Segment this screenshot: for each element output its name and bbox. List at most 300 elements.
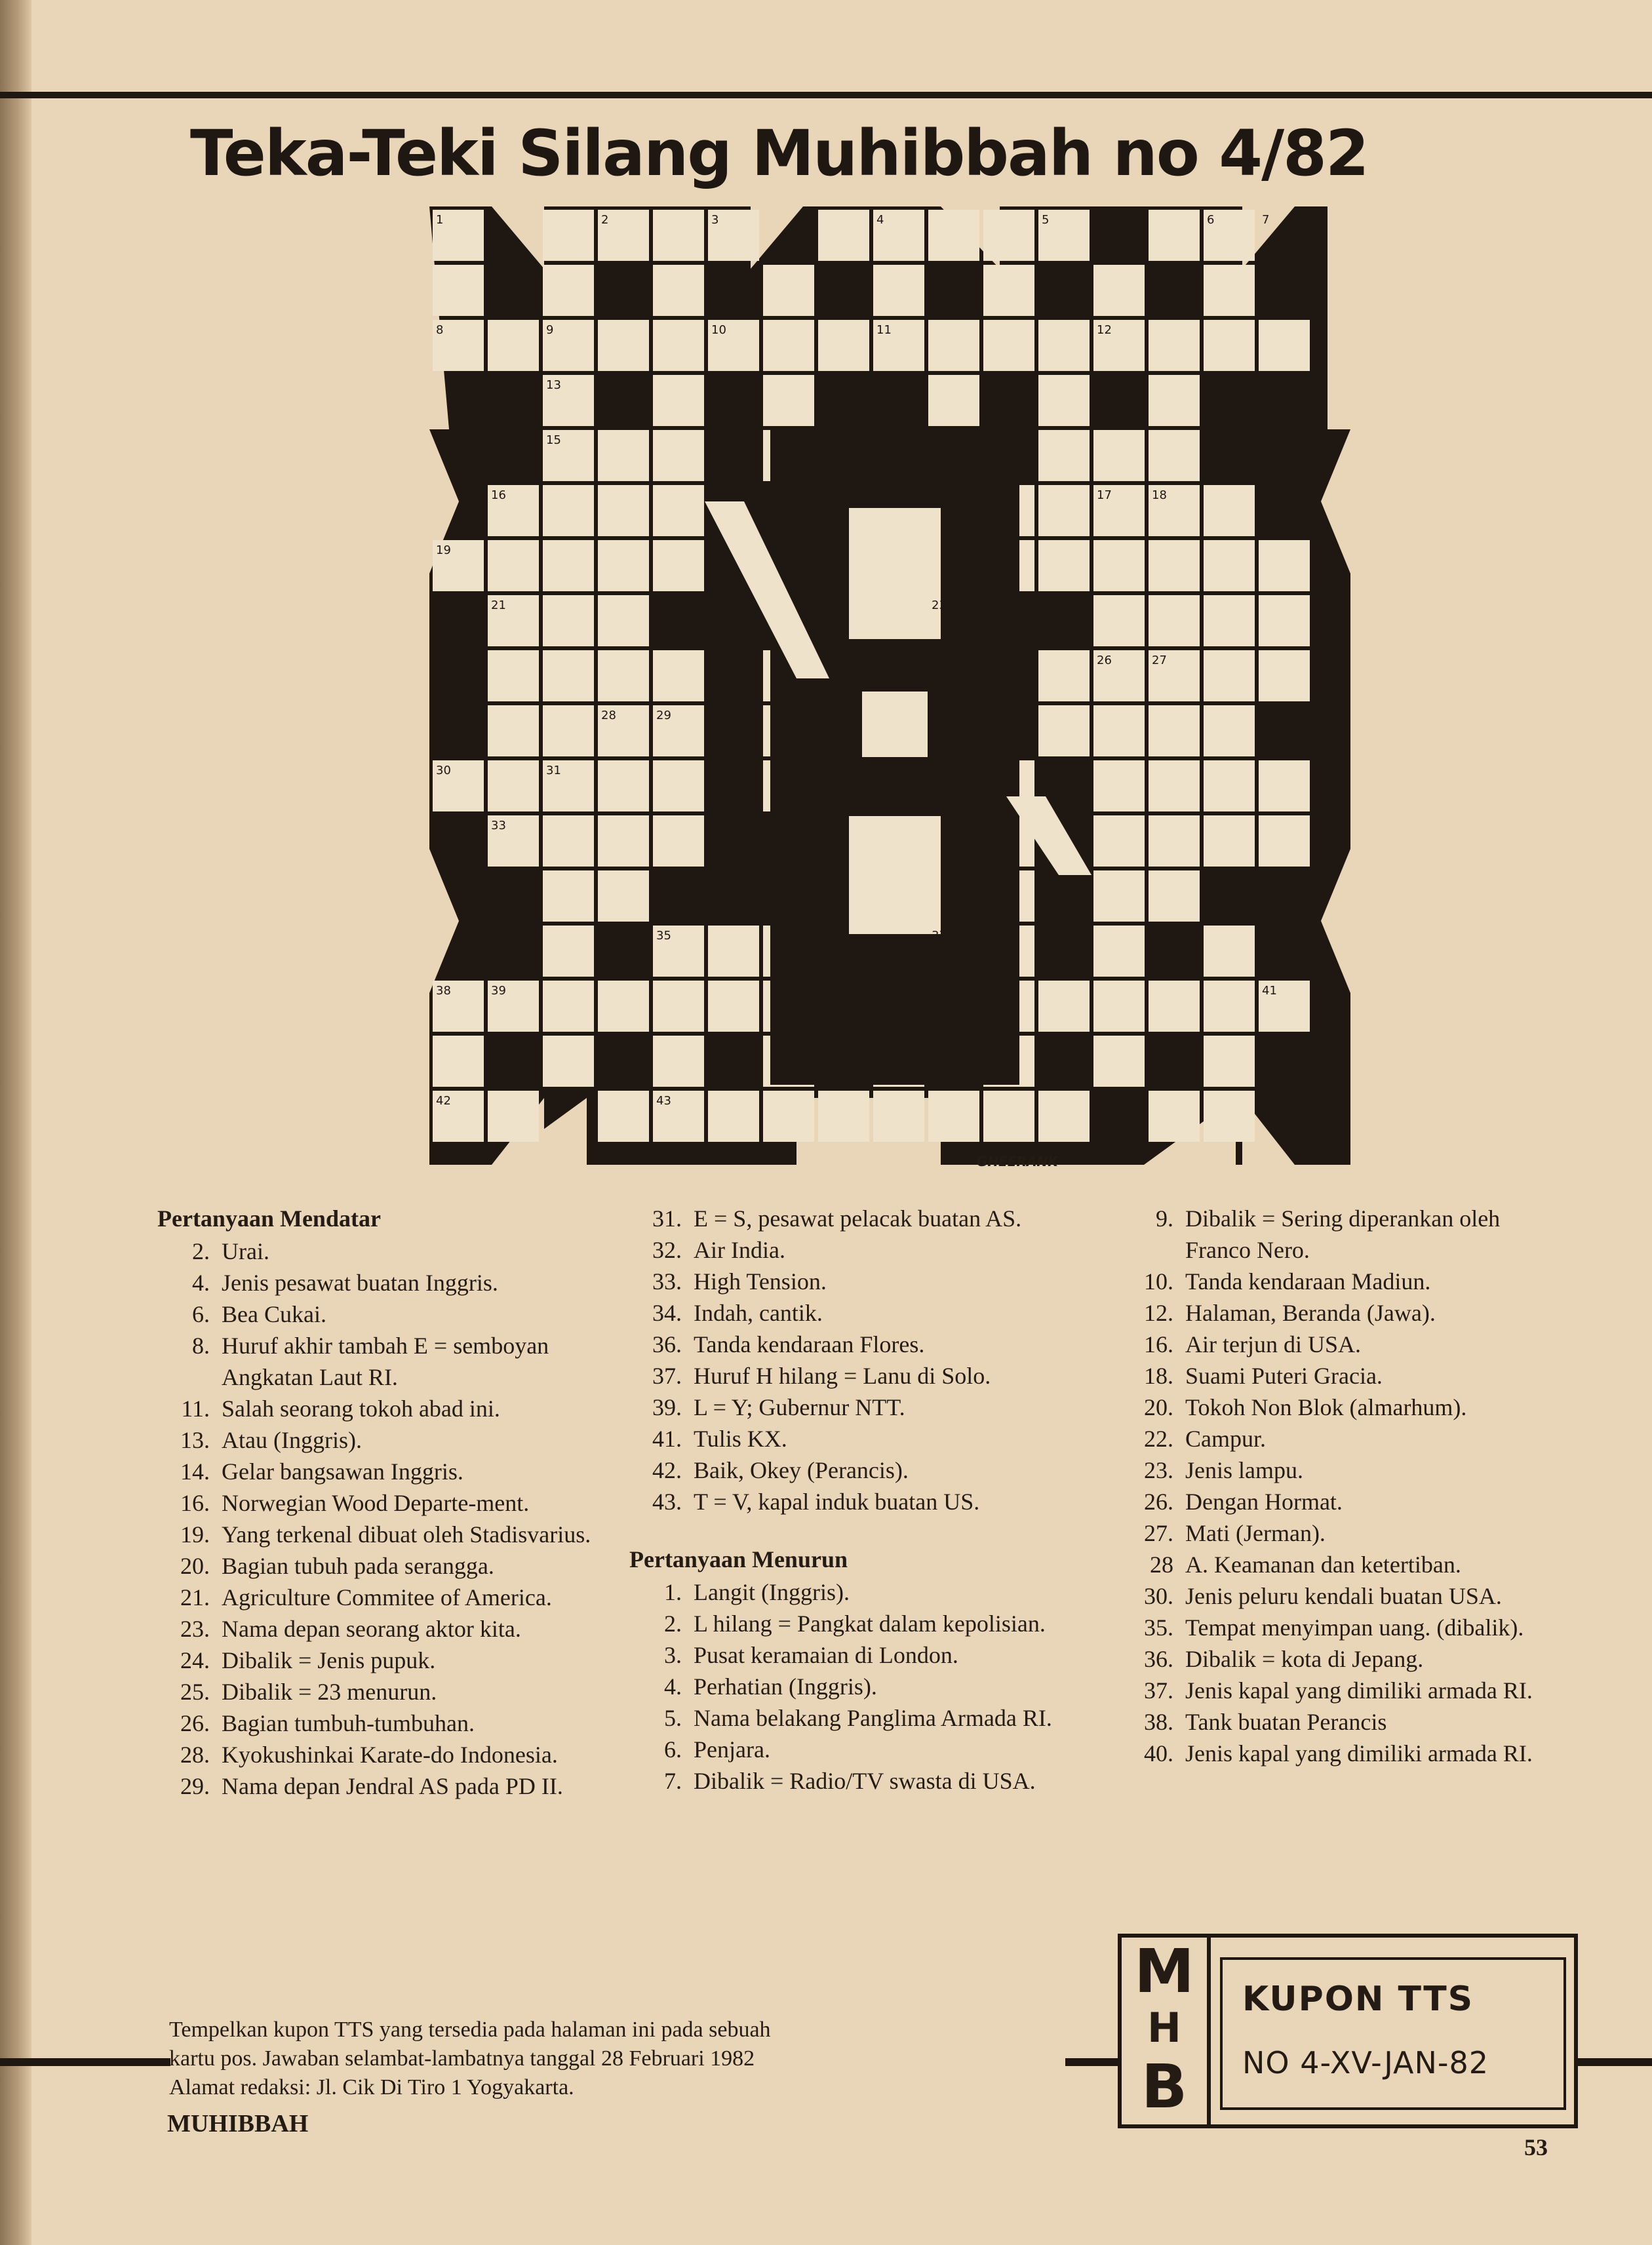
top-rule: [0, 92, 1652, 98]
grid-cell: [1093, 815, 1145, 867]
note-line: Tempelkan kupon TTS yang tersedia pada halaman ini pada sebuah: [169, 2018, 771, 2042]
grid-number: 16: [491, 488, 506, 502]
clues-down-column: [1114, 1203, 1567, 1769]
grid-cell: [598, 760, 649, 811]
clue-number: 40.: [1144, 1740, 1173, 1767]
clue-item: [157, 1487, 616, 1519]
clue-number: 41.: [652, 1426, 682, 1452]
grid-number: 26: [1097, 654, 1112, 667]
clue-text: Jenis peluru kendali buatan USA.: [1185, 1583, 1502, 1609]
clue-text: Air terjun di USA.: [1185, 1331, 1361, 1357]
clue-number: 20.: [1144, 1394, 1173, 1420]
grid-number: 11: [876, 323, 892, 337]
grid-cell: [1259, 815, 1310, 867]
clue-number: 5.: [664, 1705, 682, 1731]
coupon-title: KUPON TTS: [1242, 1980, 1474, 2019]
grid-cell: [928, 320, 979, 371]
clue-text: Tempat menyimpan uang. (dibalik).: [1185, 1614, 1524, 1641]
grid-number: 23: [932, 598, 947, 612]
grid-number: 12: [1097, 323, 1112, 337]
footer-rule-left: [0, 2058, 170, 2066]
clue-item: [629, 1608, 1088, 1639]
clue-text: Dibalik = Jenis pupuk.: [222, 1647, 436, 1673]
grid-cell: [543, 926, 594, 977]
clue-number: 9.: [1156, 1205, 1173, 1232]
clue-item: [1114, 1549, 1567, 1580]
clue-number: 21.: [180, 1584, 210, 1611]
grid-cell: [1149, 210, 1200, 261]
clue-item: [1114, 1706, 1567, 1738]
grid-cell: [543, 210, 594, 261]
clue-number: 37.: [1144, 1677, 1173, 1704]
grid-cell: [1259, 760, 1310, 811]
clue-text: Nama depan seorang aktor kita.: [222, 1616, 521, 1642]
clue-number: 8.: [192, 1333, 210, 1359]
grid-number: 27: [1152, 654, 1167, 667]
page-title: Teka-Teki Silang Muhibbah no 4/82: [190, 117, 1368, 190]
clue-item: [157, 1267, 616, 1298]
clue-text: Baik, Okey (Perancis).: [694, 1457, 909, 1483]
clue-number: 35.: [1144, 1614, 1173, 1641]
clue-number: 16.: [1144, 1331, 1173, 1357]
logo-letter: H: [1147, 2004, 1181, 2052]
logo-m-block: [849, 508, 941, 639]
grid-cell: [983, 265, 1034, 316]
clue-text: Indah, cantik.: [694, 1300, 823, 1326]
clue-number: 3.: [664, 1642, 682, 1668]
grid-cell: [653, 650, 704, 701]
clue-number: 43.: [652, 1489, 682, 1515]
clue-text: Jenis lampu.: [1185, 1457, 1303, 1483]
grid-cell: [1204, 760, 1255, 811]
grid-cell: [598, 540, 649, 591]
clue-item: [157, 1676, 616, 1708]
coupon-box: [1220, 1957, 1566, 2110]
clue-number: 11.: [181, 1396, 210, 1422]
clue-item: [1114, 1423, 1567, 1454]
grid-cell: [598, 870, 649, 922]
clue-item: [157, 1550, 616, 1582]
grid-number: 6: [1207, 213, 1215, 227]
clue-item: [629, 1329, 1088, 1360]
clue-text: Bea Cukai.: [222, 1301, 326, 1327]
artist-signature: GHEERANK: [977, 1154, 1058, 1169]
grid-cell: [1259, 650, 1310, 701]
grid-cell: [1149, 430, 1200, 481]
grid-number: 37: [932, 929, 947, 943]
binding-edge: [0, 0, 31, 2245]
clue-number: 25.: [180, 1679, 210, 1705]
clue-text: Dibalik = Radio/TV swasta di USA.: [694, 1768, 1036, 1794]
grid-cell: [653, 210, 704, 261]
grid-cell: [598, 815, 649, 867]
clue-number: 2.: [192, 1238, 210, 1264]
clue-item: [629, 1734, 1088, 1765]
grid-cell: [983, 1091, 1034, 1142]
clue-text: Campur.: [1185, 1426, 1266, 1452]
clue-item: [629, 1203, 1088, 1234]
grid-cell: [1149, 870, 1200, 922]
clue-number: 26.: [180, 1710, 210, 1736]
clue-text: Mati (Jerman).: [1185, 1520, 1326, 1546]
clue-text: L hilang = Pangkat dalam kepolisian.: [694, 1611, 1046, 1637]
clue-text: Bagian tumbuh-tumbuhan.: [222, 1710, 475, 1736]
clue-number: 28.: [180, 1742, 210, 1768]
grid-cell: [1093, 981, 1145, 1032]
grid-cell: [1149, 595, 1200, 646]
clue-number: 23.: [180, 1616, 210, 1642]
clue-item: [1114, 1486, 1567, 1517]
clue-number: 27.: [1144, 1520, 1173, 1546]
grid-number: 3: [711, 213, 719, 227]
clue-item: [1114, 1517, 1567, 1549]
clue-item: [157, 1708, 616, 1739]
grid-cell: [543, 705, 594, 756]
clue-item: [629, 1423, 1088, 1454]
clue-text: Yang terkenal dibuat oleh Stadisvarius.: [222, 1521, 591, 1548]
grid-number: 42: [436, 1094, 451, 1108]
clue-text: Penjara.: [694, 1736, 770, 1763]
grid-cell: [653, 1036, 704, 1087]
clue-text: High Tension.: [694, 1268, 827, 1295]
grid-cell: [1093, 705, 1145, 756]
grid-number: 19: [436, 543, 451, 557]
clue-item: [1114, 1329, 1567, 1360]
grid-number: 18: [1152, 488, 1167, 502]
footer-rule-right: [1573, 2058, 1652, 2066]
grid-cell: [1038, 705, 1090, 756]
grid-cell: [818, 1091, 869, 1142]
grid-cell: [1038, 650, 1090, 701]
clue-number: 2.: [664, 1611, 682, 1637]
clue-text: Langit (Inggris).: [694, 1579, 850, 1605]
grid-cell: [653, 485, 704, 536]
grid-cell: [598, 595, 649, 646]
clue-item: [157, 1739, 616, 1770]
grid-cell: [653, 320, 704, 371]
clue-text: A. Keamanan dan ketertiban.: [1185, 1552, 1461, 1578]
clue-text: Tokoh Non Blok (almarhum).: [1185, 1394, 1467, 1420]
grid-cell: [708, 1091, 759, 1142]
grid-cell: [763, 320, 814, 371]
grid-cell: [983, 210, 1034, 261]
logo-h-block: [862, 692, 928, 757]
grid-cell: [598, 650, 649, 701]
clue-text: Kyokushinkai Karate-do Indonesia.: [222, 1742, 558, 1768]
grid-number: 43: [656, 1094, 671, 1108]
clue-number: 4.: [664, 1673, 682, 1700]
grid-cell: [763, 265, 814, 316]
grid-cell: [543, 650, 594, 701]
clue-item: [629, 1392, 1088, 1423]
clue-item: [157, 1519, 616, 1550]
clue-text: Gelar bangsawan Inggris.: [222, 1458, 463, 1485]
grid-cell: [1093, 1036, 1145, 1087]
grid-number: 32: [1042, 764, 1057, 777]
clue-text: L = Y; Gubernur NTT.: [694, 1394, 905, 1420]
grid-cell: [543, 815, 594, 867]
grid-cell: [818, 210, 869, 261]
grid-number: 25: [876, 654, 892, 667]
grid-cell: [818, 320, 869, 371]
grid-cell: [598, 320, 649, 371]
clue-item: [157, 1770, 616, 1802]
clue-number: 14.: [180, 1458, 210, 1485]
clue-item: [629, 1266, 1088, 1297]
grid-cell: [1149, 815, 1200, 867]
clue-text: Jenis kapal yang dimiliki armada RI.: [1185, 1740, 1533, 1767]
grid-number: 15: [546, 433, 561, 447]
crossword-grid: [429, 206, 1350, 1165]
submission-note: [169, 2016, 1093, 2102]
clue-item: [1114, 1266, 1567, 1297]
clue-text: Tank buatan Perancis: [1185, 1709, 1387, 1735]
grid-cell: [1149, 705, 1200, 756]
clue-number: 13.: [180, 1427, 210, 1453]
grid-cell: [653, 430, 704, 481]
clue-item: [157, 1645, 616, 1676]
clue-text: Tanda kendaraan Madiun.: [1185, 1268, 1431, 1295]
clue-item: [157, 1236, 616, 1267]
grid-cell: [928, 375, 979, 426]
clue-item: [1114, 1612, 1567, 1643]
grid-cell: [543, 485, 594, 536]
note-line: kartu pos. Jawaban selambat-lambatnya tanggal 28 Februari 1982: [169, 2046, 755, 2071]
clue-number: 29.: [180, 1773, 210, 1799]
clue-text: Dibalik = 23 menurun.: [222, 1679, 437, 1705]
clue-item: [157, 1456, 616, 1487]
grid-cell: [928, 210, 979, 261]
grid-cell: [1204, 1036, 1255, 1087]
grid-number: 9: [546, 323, 554, 337]
clue-item: [157, 1582, 616, 1613]
grid-cell: [543, 870, 594, 922]
grid-number: 30: [436, 764, 451, 777]
grid-number: 41: [1262, 984, 1277, 998]
clues-across-heading: Pertanyaan Mendatar: [157, 1205, 381, 1232]
grid-cell: [1093, 430, 1145, 481]
clue-item: [629, 1702, 1088, 1734]
clue-item: [1114, 1203, 1567, 1266]
grid-cell: [1204, 926, 1255, 977]
grid-cell: [1038, 485, 1090, 536]
coupon-number: NO 4-XV-JAN-82: [1242, 2045, 1489, 2080]
grid-number: 13: [546, 378, 561, 392]
clue-number: 34.: [652, 1300, 682, 1326]
grid-cell: [873, 1091, 924, 1142]
clue-item: [1114, 1675, 1567, 1706]
mhb-logo: [1122, 1938, 1211, 2124]
grid-cell: [1204, 650, 1255, 701]
grid-cell: [1204, 265, 1255, 316]
grid-number: 1: [436, 213, 444, 227]
clue-number: 22.: [1144, 1426, 1173, 1452]
grid-cell: [763, 1091, 814, 1142]
clue-number: 39.: [652, 1394, 682, 1420]
clue-text: Nama belakang Panglima Armada RI.: [694, 1705, 1052, 1731]
grid-cell: [1204, 485, 1255, 536]
grid-cell: [1149, 375, 1200, 426]
clue-item: [1114, 1738, 1567, 1769]
clue-item: [629, 1454, 1088, 1486]
grid-cell: [653, 981, 704, 1032]
clue-text: Agriculture Commitee of America.: [222, 1584, 552, 1611]
grid-cell: [1093, 926, 1145, 977]
grid-cell: [1093, 595, 1145, 646]
logo-letter: M: [1134, 1936, 1194, 2006]
grid-cell: [1038, 981, 1090, 1032]
clue-number: 33.: [652, 1268, 682, 1295]
grid-cell: [1204, 815, 1255, 867]
grid-cell: [1259, 595, 1310, 646]
grid-number: 8: [436, 323, 444, 337]
grid-number: 40: [932, 984, 947, 998]
grid-cell: [653, 760, 704, 811]
clue-text: Huruf akhir tambah E = semboyan Angkatan Laut RI.: [222, 1333, 549, 1390]
grid-cell: [1259, 320, 1310, 371]
clue-item: [629, 1765, 1088, 1797]
logo-b-block: [849, 816, 941, 934]
grid-number: 7: [1262, 213, 1270, 227]
clue-item: [629, 1639, 1088, 1671]
clue-number: 36.: [1144, 1646, 1173, 1672]
grid-cell: [1204, 595, 1255, 646]
clue-item: [629, 1297, 1088, 1329]
clue-text: Nama depan Jendral AS pada PD II.: [222, 1773, 563, 1799]
clue-item: [1114, 1360, 1567, 1392]
clue-number: 24.: [180, 1647, 210, 1673]
grid-cell: [1259, 540, 1310, 591]
grid-cell: [488, 650, 539, 701]
grid-cell: [598, 485, 649, 536]
grid-cell: [543, 1036, 594, 1087]
grid-number: 36: [821, 929, 836, 943]
grid-cell: [488, 540, 539, 591]
clue-number: 36.: [652, 1331, 682, 1357]
clue-text: Norwegian Wood Departe-ment.: [222, 1490, 530, 1516]
grid-cell: [433, 265, 484, 316]
grid-number: 33: [491, 819, 506, 832]
clue-text: T = V, kapal induk buatan US.: [694, 1489, 980, 1515]
grid-cell: [1093, 265, 1145, 316]
clue-item: [629, 1360, 1088, 1392]
clue-item: [629, 1486, 1088, 1517]
grid-cell: [488, 705, 539, 756]
clue-number: 20.: [180, 1553, 210, 1579]
clue-number: 1.: [664, 1579, 682, 1605]
grid-cell: [598, 981, 649, 1032]
clue-text: Urai.: [222, 1238, 269, 1264]
page-number: 53: [1524, 2134, 1548, 2160]
grid-cell: [1038, 1091, 1090, 1142]
grid-cell: [1149, 1091, 1200, 1142]
clue-text: Dibalik = Sering diperankan oleh Franco Nero.: [1185, 1205, 1501, 1263]
grid-cell: [1038, 540, 1090, 591]
clue-number: 10.: [1144, 1268, 1173, 1295]
clues-across-column: [157, 1203, 616, 1802]
logo-letter: B: [1141, 2052, 1188, 2122]
grid-cell: [488, 1091, 539, 1142]
grid-cell: [543, 265, 594, 316]
clue-number: 28: [1150, 1552, 1173, 1578]
grid-cell: [653, 815, 704, 867]
clue-item: [629, 1234, 1088, 1266]
clue-item: [1114, 1297, 1567, 1329]
grid-number: 2: [601, 213, 609, 227]
grid-number: 39: [491, 984, 506, 998]
grid-cell: [1149, 320, 1200, 371]
grid-number: 5: [1042, 213, 1050, 227]
clue-number: 31.: [652, 1205, 682, 1232]
clue-text: Salah seorang tokoh abad ini.: [222, 1396, 500, 1422]
clue-number: 38.: [1144, 1709, 1173, 1735]
clue-text: Tanda kendaraan Flores.: [694, 1331, 925, 1357]
grid-number: 4: [876, 213, 884, 227]
clue-text: Dengan Hormat.: [1185, 1489, 1343, 1515]
clue-item: [157, 1393, 616, 1424]
clue-item: [157, 1613, 616, 1645]
clue-text: Jenis pesawat buatan Inggris.: [222, 1270, 498, 1296]
clue-number: 16.: [180, 1490, 210, 1516]
clue-text: Jenis kapal yang dimiliki armada RI.: [1185, 1677, 1533, 1704]
clue-text: Bagian tubuh pada serangga.: [222, 1553, 494, 1579]
grid-cell: [1204, 981, 1255, 1032]
grid-cell: [1038, 320, 1090, 371]
clue-item: [1114, 1392, 1567, 1423]
grid-cell: [433, 1036, 484, 1087]
clue-number: 42.: [652, 1457, 682, 1483]
clue-item: [1114, 1454, 1567, 1486]
grid-number: 22: [711, 598, 726, 612]
grid-cell: [1038, 375, 1090, 426]
grid-cell: [1093, 540, 1145, 591]
grid-cell: [763, 375, 814, 426]
clue-number: 23.: [1144, 1457, 1173, 1483]
grid-cell: [1038, 430, 1090, 481]
grid-cell: [1204, 1091, 1255, 1142]
grid-cell: [1149, 760, 1200, 811]
clue-item: [629, 1576, 1088, 1608]
clue-number: 32.: [652, 1237, 682, 1263]
grid-cell: [1093, 870, 1145, 922]
grid-cell: [1204, 320, 1255, 371]
clue-text: Pusat keramaian di London.: [694, 1642, 958, 1668]
grid-cell: [708, 981, 759, 1032]
coupon[interactable]: [1118, 1934, 1578, 2128]
clue-number: 37.: [652, 1363, 682, 1389]
grid-cell: [543, 595, 594, 646]
clue-number: 18.: [1144, 1363, 1173, 1389]
grid-cell: [1093, 760, 1145, 811]
clue-item: [629, 1671, 1088, 1702]
grid-number: 34: [1042, 874, 1057, 888]
clue-number: 6.: [192, 1301, 210, 1327]
grid-cell: [598, 430, 649, 481]
clue-text: Suami Puteri Gracia.: [1185, 1363, 1383, 1389]
grid-number: 38: [436, 984, 451, 998]
grid-number: 31: [546, 764, 561, 777]
grid-number: 35: [656, 929, 671, 943]
clue-item: [157, 1424, 616, 1456]
clue-number: 12.: [1144, 1300, 1173, 1326]
clue-number: 4.: [192, 1270, 210, 1296]
grid-cell: [1204, 705, 1255, 756]
clue-text: Atau (Inggris).: [222, 1427, 362, 1453]
clue-number: 7.: [664, 1768, 682, 1794]
clue-item: [1114, 1643, 1567, 1675]
grid-cell: [543, 540, 594, 591]
note-line: Alamat redaksi: Jl. Cik Di Tiro 1 Yogyakarta.: [169, 2075, 574, 2099]
